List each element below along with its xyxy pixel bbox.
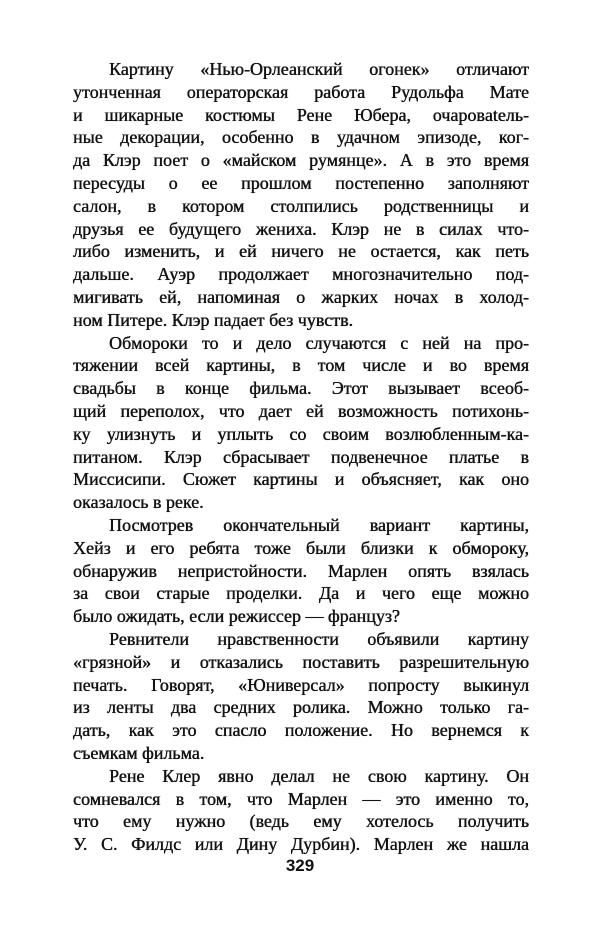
page-number: 329: [285, 856, 315, 875]
text-line: питаном. Клэр сбрасывает подвенечное платье в: [73, 446, 529, 467]
text-line: свадьбы в конце фильма. Этот вызывает всеоб-: [73, 378, 529, 399]
text-line: ном Питере. Клэр падает без чувств.: [73, 309, 354, 330]
text-line: ные декорации, особенно в удачном эпизоде, ког-: [73, 127, 529, 148]
text-line: Миссисипи. Сюжет картины и объясняет, как оно: [73, 469, 529, 490]
text-line: друзья ее будущего жениха. Клэр не в силах что-: [73, 218, 529, 239]
text-line: за свои старые проделки. Да и чего еще можно: [73, 583, 529, 604]
text-line: утонченная операторская работа Рудольфа Мате: [73, 81, 529, 102]
text-line: Ревнители нравственности объявили картину: [109, 628, 529, 649]
text-line: мигивать ей, напоминая о жарких ночах в холод-: [73, 286, 529, 307]
text-line: что ему нужно (ведь ему хотелось получить: [73, 811, 529, 832]
text-line: из ленты два средних ролика. Можно только га-: [73, 697, 529, 718]
paragraph: [73, 628, 529, 765]
text-line: У. С. Филдс или Дину Дурбин). Марлен же нашла: [73, 834, 529, 855]
text-line: Обмороки то и дело случаются с ней на про-: [109, 332, 529, 353]
text-line: пересуды о ее прошлом постепенно заполняют: [73, 172, 529, 193]
paragraph: [73, 514, 529, 628]
page-body: [73, 58, 529, 856]
text-line: Посмотрев окончательный вариант картины,: [109, 514, 529, 535]
text-line: Картину «Нью-Орлеанский огонек» отличают: [109, 59, 529, 79]
text-line: да Клэр поет о «майском румянце». А в это время: [73, 150, 529, 171]
text-line: печать. Говорят, «Юниверсал» попросту выкинул: [73, 674, 529, 695]
text-line: обнаружив непристойности. Марлен опять взялась: [73, 560, 529, 581]
text-line: дать, как это спасло положение. Но вернемся к: [73, 720, 529, 741]
text-line: Хейз и его ребята тоже были близки к обмороку,: [73, 537, 529, 558]
text-line: тяжении всей картины, в том числе и во время: [73, 355, 529, 376]
paragraph: [73, 765, 529, 856]
text-line: Рене Клер явно делал не свою картину. Он: [109, 765, 529, 786]
text-line: щий переполох, что дает ей возможность потихонь-: [73, 400, 529, 421]
text-line: ку улизнуть и уплыть со своим возлюбленным-ка-: [73, 423, 529, 444]
text-line: «грязной» и отказались поставить разрешительную: [73, 651, 529, 672]
text-line: сомневался в том, что Марлен — это именно то,: [73, 788, 529, 809]
paragraph: [73, 332, 529, 514]
text-line: было ожидать, если режиссер — француз?: [73, 606, 400, 627]
text-line: либо изменить, и ей ничего не остается, как петь: [73, 241, 529, 262]
paragraph: [73, 58, 529, 332]
text-line: и шикарные костюмы Рене Юбера, очаровatель-: [73, 104, 529, 125]
text-line: съемкам фильма.: [73, 742, 205, 763]
text-line: дальше. Ауэр продолжает многозначительно под-: [73, 264, 529, 285]
text-line: оказалось в реке.: [73, 492, 204, 513]
text-line: салон, в котором столпились родственницы и: [73, 195, 529, 216]
